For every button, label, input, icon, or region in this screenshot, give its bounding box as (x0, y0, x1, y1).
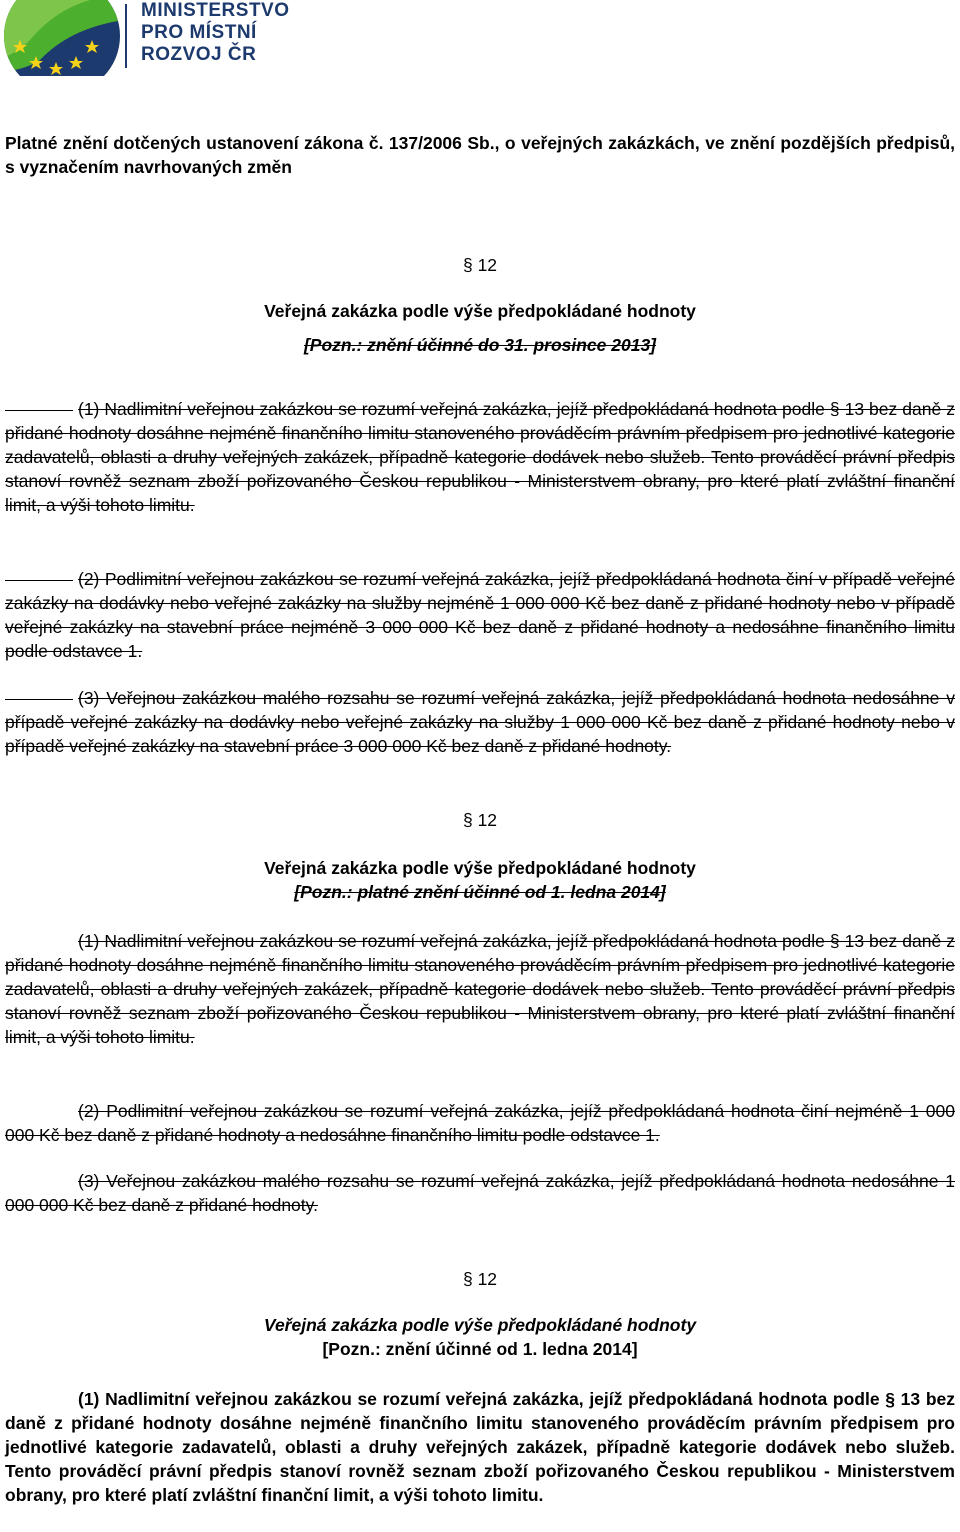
paragraph (5, 397, 955, 517)
section-title: Veřejná zakázka podle výše předpokládané hodnoty (264, 301, 696, 321)
section-note: [Pozn.: znění účinné do 31. prosince 2013] (303, 335, 657, 355)
paragraph (5, 1387, 955, 1507)
section-title: Veřejná zakázka podle výše předpokládané hodnoty (264, 858, 696, 878)
paragraph (5, 1169, 955, 1217)
paragraph-sign: § 12 (462, 255, 498, 275)
logo-line: MINISTERSTVO (141, 0, 290, 21)
paragraph-text: (3) Veřejnou zakázkou malého rozsahu se rozumí veřejná zakázka, jejíž předpokládaná hodnota nedosáhne v případě veřejné zakázky na dodávky nebo veřejné zakázky na služby 1 000 000 Kč bez daně z přidané hodnoty nebo v případě veřejné zakázky na stavební práce 3 000 000 Kč bez daně z přidané hodnoty. (5, 688, 955, 756)
paragraph (5, 567, 955, 663)
logo-divider (125, 4, 127, 68)
paragraph-sign: § 12 (462, 810, 498, 830)
section-heading (5, 808, 955, 904)
section-title: Veřejná zakázka podle výše předpokládané hodnoty (263, 1315, 697, 1335)
section-heading (5, 253, 955, 357)
paragraph (5, 686, 955, 758)
paragraph-text: (3) Veřejnou zakázkou malého rozsahu se rozumí veřejná zakázka, jejíž předpokládaná hodnota nedosáhne 1 000 000 Kč bez daně z přidané hodnoty. (5, 1171, 955, 1215)
paragraph-text: (1) Nadlimitní veřejnou zakázkou se rozumí veřejná zakázka, jejíž předpokládaná hodnota podle § 13 bez daně z přidané hodnoty dosáhne nejméně finančního limitu stanoveného prováděcím právním předpisem pro jednotlivé kategorie zadavatelů, oblasti a druhy veřejných zakázek, případně kategorie dodávek nebo služeb. Tento prováděcí právní předpis stanoví rovněž seznam zboží pořizovaného Českou republikou - Ministerstvem obrany, pro které platí zvláštní finanční limit, a výši tohoto limitu. (5, 1389, 955, 1505)
logo-line: ROZVOJ ČR (141, 44, 257, 65)
document-intro: Platné znění dotčených ustanovení zákona č. 137/2006 Sb., o veřejných zakázkách, ve znění pozdějších předpisů, s vyznačením navrhovaných změn (5, 133, 955, 177)
paragraph (5, 929, 955, 1049)
ministry-logo (0, 0, 300, 76)
logo-line: PRO MÍSTNÍ (141, 22, 257, 43)
logo-wordmark (141, 0, 290, 66)
paragraph-text: (2) Podlimitní veřejnou zakázkou se rozumí veřejná zakázka, jejíž předpokládaná hodnota činí nejméně 1 000 000 Kč bez daně z přidané hodnoty a nedosáhne finančního limitu podle odstavce 1. (5, 1101, 955, 1145)
paragraph-text: (1) Nadlimitní veřejnou zakázkou se rozumí veřejná zakázka, jejíž předpokládaná hodnota podle § 13 bez daně z přidané hodnoty dosáhne nejméně finančního limitu stanoveného prováděcím právním předpisem pro jednotlivé kategorie zadavatelů, oblasti a druhy veřejných zakázek, případně kategorie dodávek nebo služeb. Tento prováděcí právní předpis stanoví rovněž seznam zboží pořizovaného Českou republikou - Ministerstvem obrany, pro které platí zvláštní finanční limit, a výši tohoto limitu. (5, 931, 955, 1047)
paragraph (5, 1099, 955, 1147)
paragraph-text: (1) Nadlimitní veřejnou zakázkou se rozumí veřejná zakázka, jejíž předpokládaná hodnota podle § 13 bez daně z přidané hodnoty dosáhne nejméně finančního limitu stanoveného prováděcím právním předpisem pro jednotlivé kategorie zadavatelů, oblasti a druhy veřejných zakázek, případně kategorie dodávek nebo služeb. Tento prováděcí právní předpis stanoví rovněž seznam zboží pořizovaného Českou republikou - Ministerstvem obrany, pro které platí zvláštní finanční limit, a výši tohoto limitu. (5, 399, 955, 515)
paragraph-text: (2) Podlimitní veřejnou zakázkou se rozumí veřejná zakázka, jejíž předpokládaná hodnota činí v případě veřejné zakázky na dodávky nebo veřejné zakázky na služby nejméně 1 000 000 Kč bez daně z přidané hodnoty nebo v případě veřejné zakázky na stavební práce nejméně 3 000 000 Kč bez daně z přidané hodnoty a nedosáhne finančního limitu podle odstavce 1. (5, 569, 955, 661)
section-note: [Pozn.: platné znění účinné od 1. ledna 2014] (294, 882, 666, 902)
section-heading (5, 1267, 955, 1361)
paragraph-sign: § 12 (462, 1269, 498, 1289)
section-note: [Pozn.: znění účinné od 1. ledna 2014] (322, 1339, 638, 1359)
logo-emblem-icon (0, 0, 124, 76)
